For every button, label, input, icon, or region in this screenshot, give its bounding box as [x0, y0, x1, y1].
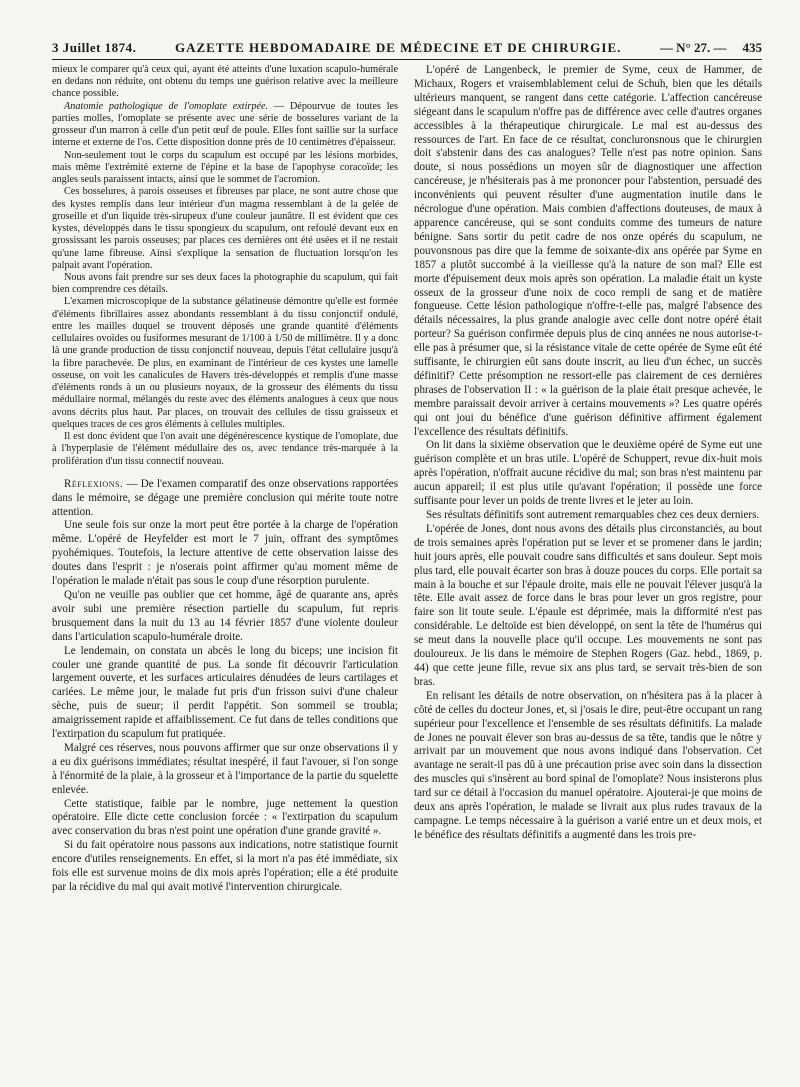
paragraph: Non-seulement tout le corps du scapulum est occupé par les lésions morbides, mais même l'extrémité externe de l'épine et la base de l'apophyse coracoïde; les angles seuls paraissent intacts, ainsi que le sommet de l'acromion. [52, 149, 398, 186]
header-right [660, 40, 762, 56]
section-gap [52, 468, 398, 478]
paragraph: Si du fait opératoire nous passons aux indications, notre statistique fournit encore d'utiles renseignements. En effet, si la mort n'a pas été immédiate, six fois elle est survenue moins de dix mois après l'opération; elle a été produite par la récidive du mal qui avait motivé l'intervention chirurgicale. [52, 839, 398, 894]
paragraph-text: — Dépourvue de toutes les parties molles, l'omoplate se présente avec une série de bosselures variant de la grosseur d'un marron à celle d'un petit œuf de poule. Elles font saillie sur la surface interne et externe de l'os. Cette disposition donne près de 10 centimètres d'épaisseur. [52, 100, 398, 149]
section-lead: Anatomie pathologique de l'omoplate extirpée. [64, 100, 269, 112]
paragraph: L'examen microscopique de la substance gélatineuse démontre qu'elle est formée d'éléments fibrillaires assez abondants ressemblant à du tissu conjonctif ondulé, entre les mailles duquel se trouvent déposés une grande quantité d'éléments cellulaires ovoïdes ou fusiformes mesurant de 1/100 à 1/50 de millimètre. Il y a donc là une grande production de tissu conjonctif nouveau, depuis l'état cellulaire jusqu'à la fibre parachevée. De plus, en examinant de l'intérieur de ces kystes une lamelle osseuse, on voit les canalicules de Havers très-développés et remplis d'une masse d'éléments ronds à un ou plusieurs noyaux, de la grosseur des éléments du tissu médullaire normal, mélangés du reste avec des éléments analogues à ceux que nous avons décrits plus haut. Par places, on trouvait des cellules de tissu graisseux et quelques traces de ces gros éléments à cellules multiples. [52, 296, 398, 430]
paragraph: Ces bosselures, à parois osseuses et fibreuses par place, ne sont autre chose que des kystes remplis dans leur intérieur d'un magma ressemblant à de la gelée de groseille et d'un liquide très-sirupeux d'une couleur jaunâtre. Il est évident que ces kystes, développés dans le tissu spongieux du scapulum, ont refoulé devant eux en grossissant les parois osseuses; par places ces dernières ont été usées et il ne restait qu'une lame fibreuse. Ainsi s'explique la sensation de fluctuation lorsqu'on les palpait avant l'opération. [52, 186, 398, 271]
right-column [414, 64, 762, 1061]
paragraph: Cette statistique, faible par le nombre, juge nettement la question opératoire. Elle dicte cette conclusion forcée : « l'extirpation du scapulum avec conservation du bras n'est point une opération d'une grande gravité ». [52, 797, 398, 838]
paragraph [52, 101, 398, 150]
paragraph: L'opéré de Langenbeck, le premier de Syme, ceux de Hammer, de Michaux, Rogers et vraisemblablement celui de Schuh, bien que les détails ultérieurs manquent, se rangent dans cette catégorie. L'affection cancéreuse siégeant dans le scapulum n'offre pas de différence avec celle d'autres organes accessibles à la thérapeutique chirurgicale. Le mal est au-dessus des ressources de l'art. En face de ce résultat, concluronsnous que le chirurgien doit s'abstenir dans des cas analogues? Telle n'est pas notre opinion. Sans doute, si nous possédions un moyen sûr de diagnostiquer une affection cancéreuse, je n'hésiterais pas à me prononcer pour l'abstention, persuadé des inconvénients qui peuvent résulter d'une augmentation inutile dans le nécrologue d'une opération. Mais combien d'affections douteuses, de maux à apparence cancéreuse, qui se sont conduits comme des tumeurs de nature bénigne. Sans sortir du petit cadre de nos onze opérés du scapulum, ne pouvonsnous pas dire que la femme de soixante-dix ans opérée par Syme en 1857 a plutôt succombé à la vieillesse qu'à la nature de son mal? Elle est morte d'épuisement deux mois après son opération. La maladie était un kyste osseux de la grosseur d'une noix de coco rempli de sang et de matière fongueuse. Cette lésion pathologique n'offre-t-elle pas, malgré l'absence des détails nécessaires, la plus grande analogie avec celle dont notre opéré était porteur? Sa guérison confirmée depuis plus de cinq années ne nous autorise-t-elle pas à présumer que, si la résistance vitale de cette opérée de Syme eût été suffisante, le chirurgien eût sans doute inscrit, au lieu d'un échec, un succès définitif? Cette présomption ne ressort-elle pas clairement de ces dernières phrases de l'observation II : « la guérison de la plaie était presque achevée, le membre paraissait devoir arriver à certains mouvements »? Les quatre opérés qui ont joui du bénéfice d'une guérison définitive affirment également l'excellence des résultats définitifs. [414, 64, 762, 438]
page-number: 435 [742, 40, 762, 55]
section-lead: Réflexions. [64, 477, 124, 490]
paragraph: Qu'on ne veuille pas oublier que cet homme, âgé de quarante ans, après avoir subi une première résection partielle du scapulum, fut repris brusquement dans la nuit du 13 au 14 février 1857 d'une violente douleur dans l'articulation scapulo-humérale droite. [52, 588, 398, 643]
paragraph: mieux le comparer qu'à ceux qui, ayant été atteints d'une luxation scapulo-humérale en dedans non réduite, ont obtenu du temps une guérison relative avec la meilleure chance possible. [52, 64, 398, 100]
page-header [52, 30, 762, 60]
paragraph: L'opérée de Jones, dont nous avons des détails plus circonstanciés, au bout de trois semaines après l'opération put se lever et se promener dans le jardin; huit jours après, elle pouvait coudre sans difficultés et sans douleur. Sept mois plus tard, elle pouvait écarter son bras à douze pouces du corps. Elle portait sa main à la bouche et sur l'épaule droite, mais elle ne pouvait l'élever jusqu'à la tête. Elle avait assez de force dans le bras pour lever un gros registre, pour faire son lit toute seule. L'épaule est déprimée, mais la difformité n'est pas considérable. Le deltoïde est bien développé, on sent la tête de l'humérus qui se meut dans la nouvelle place qu'il occupe. Les mouvements ne sont pas douloureux. Je lis dans le mémoire de Stephen Rogers (Gaz. hebd., 1869, p. 44) que cette jeune fille, revue six ans plus tard, se servait très-bien de son bras. [414, 522, 762, 688]
journal-title: GAZETTE HEBDOMADAIRE DE MÉDECINE ET DE CHIRURGIE. [174, 40, 622, 55]
paragraph: On lit dans la sixième observation que le deuxième opéré de Syme eut une guérison complète et un bras utile. L'opéré de Schuppert, revue dix-huit mois après l'opération, n'offrait aucune récidive du mal; son bras n'est maintenu par aucun appareil; il est plus utile qu'avant l'opération; il possède une force suffisante pour lever un poids de trente livres et le jeter au loin. [414, 439, 762, 508]
paragraph: Le lendemain, on constata un abcès le long du biceps; une incision fit couler une grande quantité de pus. La sonde fit découvrir l'articulation largement ouverte, et les surfaces articulaires dénudées de leurs cartilages et cariées. Le même jour, le malade fut pris d'un frisson suivi d'une chaleur sèche, puis de sueur; il perdit l'appétit. Son sommeil se troubla; amaigrissement rapide et affaiblissement. Ce fut dans de telles conditions que l'extirpation du scapulum fut pratiquée. [52, 644, 398, 741]
header-date: 3 Juillet 1874. [52, 40, 137, 55]
paragraph: Une seule fois sur onze la mort peut être portée à la charge de l'opération même. L'opéré de Heyfelder est mort le 7 juin, offrant des symptômes pyohémiques. Toutefois, la lecture attentive de cette observation laisse des doutes dans l'esprit : je n'oserais point affirmer qu'au moment même de l'opération le malade n'était pas sous le coup d'une résorption purulente. [52, 519, 398, 588]
left-column [52, 64, 398, 1061]
paragraph: En relisant les détails de notre observation, on n'hésitera pas à la placer à côté de celles du docteur Jones, et, si j'osais le dire, peut-être occupant un rang supérieur pour l'excellence et l'ensemble de ses résultats définitifs. La malade de Jones ne pouvait élever son bras au-dessus de sa tête, tandis que le nôtre y arrivait par un mouvement que nous avons indiqué dans l'observation. Cet avantage ne serait-il pas dû à une précaution prise avec soin dans la dissection des muscles qui s'insèrent au bord spinal de l'omoplate? Nous insisterons plus tard sur ce détail à l'occasion du manuel opératoire. Ajouterai-je que moins de deux ans après l'opération, le malade se livrait aux plus rudes travaux de la campagne. Le temps nécessaire à la guérison a varié entre un et deux mois, et le bénéfice des résultats définitifs a augmenté dans les trois pre- [414, 689, 762, 841]
paragraph: Il est donc évident que l'on avait une dégénérescence kystique de l'omoplate, due à l'hyperplasie de l'élément médullaire des os, avec tendance très-marquée à la prolifération d'un tissu connectif nouveau. [52, 431, 398, 467]
paragraph [52, 478, 398, 520]
paragraph: Nous avons fait prendre sur ses deux faces la photographie du scapulum, qui fait bien comprendre ces détails. [52, 271, 398, 296]
paragraph-text: — De l'examen comparatif des onze observations rapportées dans le mémoire, se dégage une première conclusion qui mérite toute notre attention. [52, 477, 398, 518]
paragraph: Malgré ces réserves, nous pouvons affirmer que sur onze observations il y a eu dix guérisons immédiates; résultat inespéré, il faut l'avouer, si l'on songe à l'énormité de la plaie, à la grosseur et à l'importance de la partie du squelette enlevée. [52, 741, 398, 796]
paragraph: Ses résultats définitifs sont autrement remarquables chez ces deux derniers. [426, 509, 760, 521]
issue-number: — N° 27. — [659, 40, 727, 55]
